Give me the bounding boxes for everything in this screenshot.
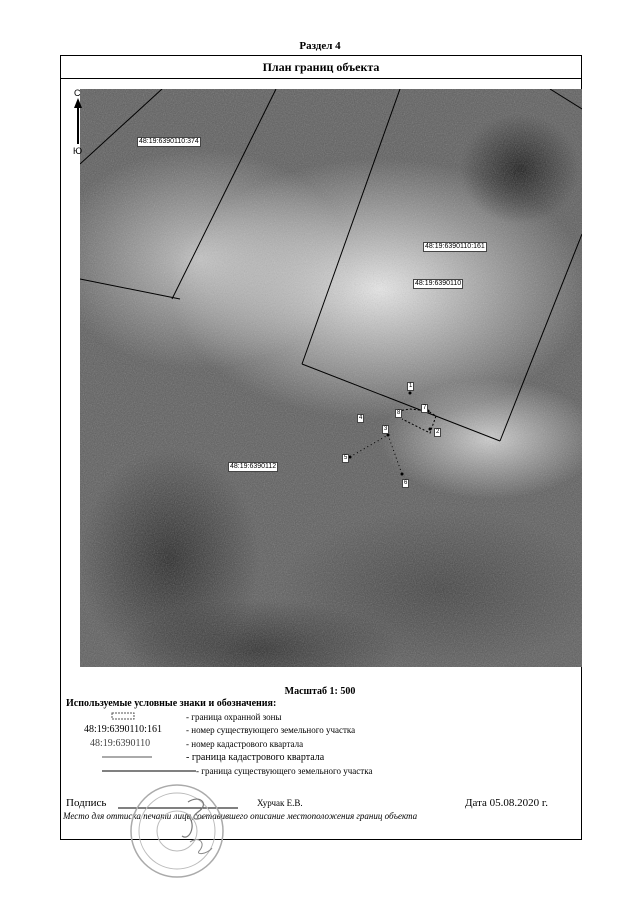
- legend-title: Используемые условные знаки и обозначения:: [66, 698, 277, 709]
- legend-item-text: - граница кадастрового квартала: [186, 752, 325, 763]
- stamp-place-note: Место для оттиска печати лица,составившего описание местоположения границ объекта: [63, 811, 418, 821]
- quarter-label-6390110: 48:19:6390110: [415, 280, 462, 287]
- plan-title: План границ объекта: [61, 56, 581, 79]
- point-label: 6: [404, 480, 408, 486]
- seal-stamp: [128, 782, 226, 880]
- quarter-boundary-line-icon: [102, 755, 152, 759]
- legend-item-text: - граница охранной зоны: [186, 712, 282, 722]
- map-imagery: [80, 89, 582, 667]
- legend-quarter-key: 48:19:6390110: [90, 738, 151, 749]
- point-label: 1: [409, 383, 413, 389]
- north-arrow: [70, 88, 86, 158]
- legend-parcel-key: 48:19:6390110:161: [84, 724, 162, 735]
- parcel-label-374: 48:19:6390110:374: [139, 138, 199, 145]
- point-label: 4: [359, 415, 363, 421]
- legend-item-text: - номер существующего земельного участка: [186, 725, 356, 735]
- parcel-label-161: 48:19:6390110:161: [425, 243, 485, 250]
- legend-item-text: - граница существующего земельного участка: [196, 766, 373, 776]
- legend-item-text: - номер кадастрового квартала: [186, 739, 304, 749]
- signer-name: Хурчак Е.В.: [257, 798, 303, 808]
- point-label: 8: [397, 410, 401, 416]
- satellite-map: [80, 89, 582, 667]
- quarter-label-6390112: 48:19:6390112: [230, 463, 277, 470]
- point-label: 3: [384, 426, 388, 432]
- scale-label: Масштаб 1: 500: [284, 686, 356, 697]
- protection-zone-symbol-icon: [111, 712, 135, 720]
- north-label: С: [74, 88, 81, 98]
- parcel-boundary-line-icon: [102, 769, 196, 773]
- south-label: Ю: [73, 146, 83, 156]
- point-label: 7: [423, 405, 427, 411]
- point-label: 2: [436, 429, 440, 435]
- section-heading: Раздел 4: [299, 40, 341, 52]
- signature-label: Подпись: [66, 797, 107, 809]
- document-date: Дата 05.08.2020 г.: [465, 797, 548, 809]
- point-label: 5: [344, 455, 348, 461]
